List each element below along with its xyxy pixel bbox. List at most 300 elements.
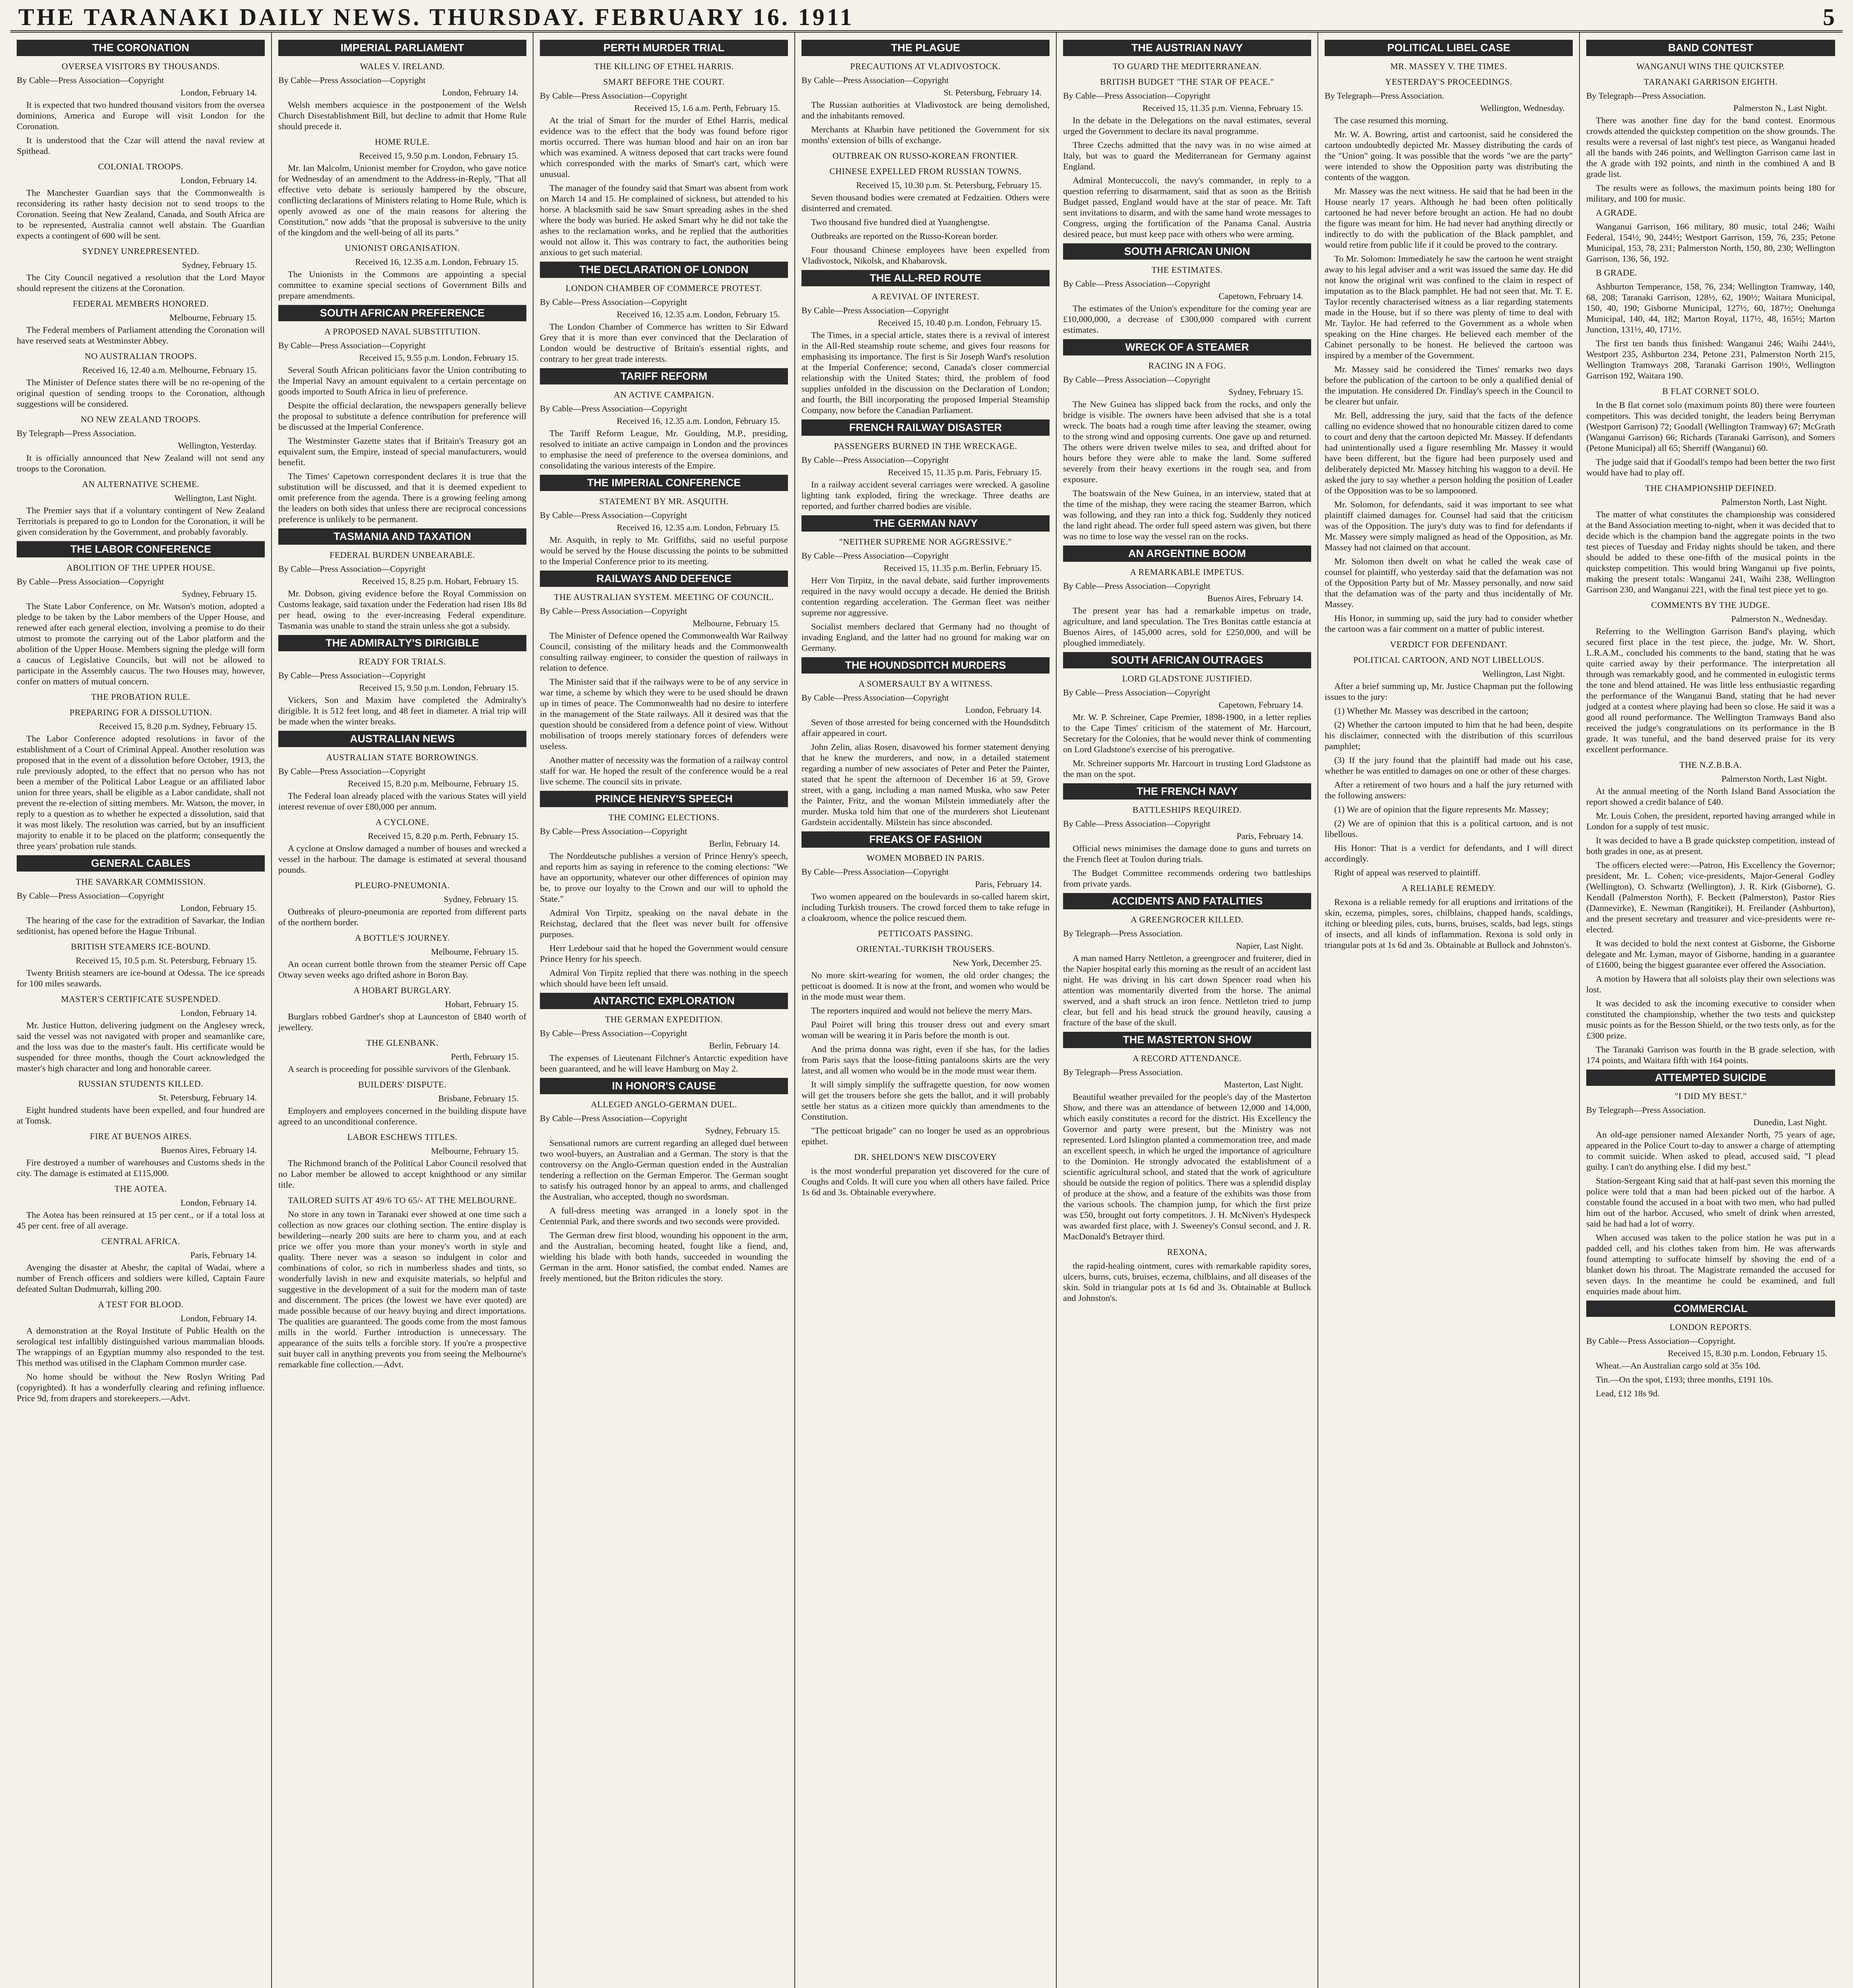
- story-paragraph: B GRADE.: [1596, 268, 1637, 278]
- story-subheading: LORD GLADSTONE JUSTIFIED.: [1122, 674, 1252, 683]
- story-paragraph: Herr Ledebour said that he hoped the Government would censure Prince Henry for his speech.: [540, 943, 788, 964]
- story-dateline: Wellington, Yesterday.: [178, 441, 257, 450]
- story-paragraph: And the prima donna was right, even if she has, for the ladies from Paris says that the loose-fitting pantaloons skirts are the very latest, and all women who would be in the mode must wear them.: [801, 1044, 1050, 1076]
- story-dateline: Received 15, 1.6 a.m. Perth, February 15.: [634, 103, 780, 113]
- story-subheading: MR. MASSEY V. THE TIMES.: [1390, 61, 1507, 71]
- story-paragraph: At the trial of Smart for the murder of Ethel Harris, medical evidence was to the effect that the body was found before rigor mortis occurred. There was human blood and hair on an iron bar which was examined. A witness deposed that cart tracks were found which corresponded with the marks of Smart's cart, which were unusual.: [540, 115, 788, 179]
- story-dateline: Napier, Last Night.: [1236, 941, 1303, 951]
- story-paragraph: Merchants at Kharbin have petitioned the Government for six months' extension of bills of exchange.: [801, 124, 1050, 145]
- story-paragraph: Three Czechs admitted that the navy was in no wise aimed at Italy, but was to guard the Mediterranean for Germany against England.: [1063, 140, 1311, 171]
- story-heading: ATTEMPTED SUICIDE: [1586, 1070, 1835, 1086]
- story-dateline: Received 16, 12.35 a.m. London, February 15.: [355, 257, 518, 267]
- story-dateline: Paris, February 14.: [190, 1250, 257, 1260]
- story-paragraph: Sensational rumors are current regarding an alleged duel between two wool-buyers, an Australian and a German. The story is that the controversy on the Anglo-German question ended in the Australian tendering a reflection on the German Emperor. The German sought to satisfy his outraged honor by an appeal to arms, and challenged the Australian, who accepted, though no swordsman.: [540, 1138, 788, 1202]
- story-heading: ACCIDENTS AND FATALITIES: [1063, 893, 1311, 909]
- story-heading: COMMERCIAL: [1586, 1301, 1835, 1317]
- story-dateline: Hobart, February 15.: [445, 999, 518, 1009]
- story-credit: By Cable—Press Association—Copyright: [17, 577, 164, 586]
- story-subheading: A REVIVAL OF INTEREST.: [871, 291, 980, 301]
- masthead-title: THE TARANAKI DAILY NEWS. THURSDAY. FEBRUARY 16. 1911: [18, 4, 854, 30]
- story-paragraph: Twenty British steamers are ice-bound at Odessa. The ice spreads for 100 miles seawards.: [17, 968, 265, 988]
- story-dateline: Dunedin, Last Night.: [1753, 1117, 1827, 1127]
- story-paragraph: Beautiful weather prevailed for the people's day of the Masterton Show, and there was an attendance of between 12,000 and 14,000, which easily constitutes a record for the district. His Excellency the Governor and party were present, but the Ministry was not represented. Lord Islington planted a commemoration tree, and made an excellent speech, in which he urged the importance of agriculture to the Dominion. He strongly advocated the establishment of a scientific agricultural school, and stated that the work of agriculture should be outside the region of politics. There was a splendid display of produce at the show, and a feature of the exhibits was those from the various schools. The champion jump, for which the first prize was £50, brought out forty competitors. J. H. McNiven's Hydespeck was awarded first place, with J. Sweeney's Consul second, and J. R. MacDonald's Betrayer third.: [1063, 1092, 1311, 1241]
- column-5: [1057, 33, 1318, 1988]
- story-paragraph: Tin.—On the spot, £193; three months, £191 10s.: [1596, 1375, 1773, 1384]
- column-2: [272, 33, 534, 1988]
- story-subheading: "NEITHER SUPREME NOR AGGRESSIVE.": [839, 537, 1012, 547]
- story-subheading: PLEURO-PNEUMONIA.: [355, 880, 450, 890]
- story-subheading: CENTRAL AFRICA.: [101, 1236, 180, 1246]
- story-credit: By Cable—Press Association—Copyright: [1063, 375, 1211, 384]
- masthead: [10, 4, 1843, 33]
- story-paragraph: Admiral Von Tirpitz, speaking on the naval debate in the Reichstag, declared that the fleet was never built for offensive purposes.: [540, 908, 788, 939]
- story-subheading: WANGANUI WINS THE QUICKSTEP.: [1636, 61, 1785, 71]
- story-subheading: PETTICOATS PASSING.: [878, 928, 973, 938]
- story-subheading: COMMENTS BY THE JUDGE.: [1651, 600, 1770, 610]
- story-paragraph: "The petticoat brigade" can no longer be used as an opprobrious epithet.: [801, 1126, 1050, 1146]
- story-paragraph: The Times, in a special article, states there is a revival of interest in the All-Red steamship route scheme, and gives four reasons for emphasising its importance. The first is Sir Joseph Ward's resolution at the Imperial Conference; second, Canada's closer commercial relationship with the United States; third, the problem of food supplies unfolded in the discussion on the Declaration of London; and fourth, the Bill incorporating the proposed Imperial Steamship Company, now before the Canadian Parliament.: [801, 330, 1050, 415]
- story-credit: By Cable—Press Association—Copyright: [540, 297, 687, 307]
- story-subheading: TAILORED SUITS AT 49/6 TO 65/- AT THE MELBOURNE.: [288, 1195, 517, 1205]
- story-subheading: BRITISH STEAMERS ICE-BOUND.: [71, 942, 211, 951]
- story-paragraph: The reporters inquired and would not believe the merry Mars.: [811, 1006, 1032, 1015]
- story-heading: FRENCH RAILWAY DISASTER: [801, 419, 1050, 436]
- story-subheading: A RECORD ATTENDANCE.: [1132, 1053, 1242, 1063]
- story-credit: By Cable—Press Association—Copyright: [801, 305, 949, 315]
- story-subheading: A TEST FOR BLOOD.: [98, 1299, 184, 1309]
- story-credit: By Cable—Press Association—Copyright: [540, 826, 687, 836]
- story-heading: ANTARCTIC EXPLORATION: [540, 993, 788, 1009]
- story-heading: IN HONOR'S CAUSE: [540, 1078, 788, 1094]
- story-subheading: COLONIAL TROOPS.: [98, 161, 184, 171]
- story-paragraph: A man named Harry Nettleton, a greengrocer and fruiterer, died in the Napier hospital early this morning as the result of an accident last night. He was driving in his cart down Spencer road when his attention was momentarily diverted from the horse. The animal swerved, and a shaft struck an iron fence. Nettleton tried to jump clear, but fell and his head struck the ground heavily, causing a fracture of the base of the skull.: [1063, 953, 1311, 1027]
- story-paragraph: In the debate in the Delegations on the naval estimates, several urged the Government to declare its naval programme.: [1063, 115, 1311, 136]
- story-credit: By Telegraph—Press Association.: [1325, 91, 1444, 101]
- story-subheading: THE GERMAN EXPEDITION.: [605, 1014, 723, 1024]
- story-heading: THE IMPERIAL CONFERENCE: [540, 475, 788, 491]
- story-paragraph: The State Labor Conference, on Mr. Watson's motion, adopted a pledge to be taken by the Labor members of the Upper House, and renewed after each general election, involving a promise to do their utmost to promote the carrying out of the Labor platform and the abolition of the Upper House. Members signing the pledge will form a caucus of Legislative Councils, but will not be allowed to participate in the Assembly caucus. The two Houses may, however, confer on matters of mutual concern.: [17, 601, 265, 686]
- column-6: [1318, 33, 1580, 1988]
- story-paragraph: The first ten bands thus finished: Wanganui 246; Waihi 244½, Westport 235, Ashburton 234, Petone 231, Palmerston North 215, Wellington Tramways 208, Taranaki Garrison 190½, Wellington Garrison 192, Waitara 190.: [1586, 338, 1835, 381]
- page-number: 5: [1823, 4, 1835, 30]
- story-paragraph: Official news minimises the damage done to guns and turrets on the French fleet at Toulon during trials.: [1063, 843, 1311, 864]
- story-dateline: Received 15, 8.20 p.m. Perth, February 15.: [368, 831, 518, 841]
- story-paragraph: Wheat.—An Australian cargo sold at 35s 10d.: [1596, 1361, 1761, 1371]
- story-paragraph: Avenging the disaster at Abeshr, the capital of Wadai, where a number of French officers and soldiers were killed, Captain Faure defeated Sultan Dudmurrah, killing 200.: [17, 1262, 265, 1294]
- story-credit: By Cable—Press Association—Copyright: [540, 91, 687, 101]
- story-paragraph: In the B flat cornet solo (maximum points 80) there were fourteen competitors. This was decided tonight, the leaders being Berryman (Westport Garrison) 72; Goodall (Wellington Tramway) 67; McGrath (Wanganui Garrison) 66; Richards (Taranaki Garrison), and Somers (Petone Municipal) all 65; Sherriff (Wanganui) 60.: [1586, 400, 1835, 453]
- story-dateline: Buenos Aires, February 14.: [1207, 593, 1303, 603]
- story-subheading: AN ALTERNATIVE SCHEME.: [82, 479, 200, 489]
- story-paragraph: Ashburton Temperance, 158, 76, 234; Wellington Tramway, 140, 68, 208; Taranaki Garrison, 128½, 62, 190½; Waitara Municipal, 150, 40, 190; Gisborne Municipal, 127½, 60, 187½; Onehunga Municipal, 140, 44, 182; Marton Royal, 117½, 48, 165½; Marton Junction, 131½, 40, 171½.: [1586, 282, 1835, 334]
- story-dateline: Received 16, 12.35 a.m. London, February 15.: [617, 522, 780, 532]
- story-paragraph: (2) Whether the cartoon imputed to him that he had been, despite his disclaimer, connected with the distribution of this scurrilous pamphlet;: [1325, 720, 1573, 751]
- story-subheading: THE N.Z.B.B.A.: [1679, 760, 1742, 770]
- story-dateline: Melbourne, February 15.: [693, 618, 780, 628]
- story-subheading: UNIONIST ORGANISATION.: [345, 243, 460, 253]
- story-paragraph: Herr Von Tirpitz, in the naval debate, said further improvements required in the navy would occupy a decade. He denied the British contention regarding acceleration. The German fleet was neither supreme nor aggressive.: [801, 575, 1050, 617]
- story-paragraph: The Federal members of Parliament attending the Coronation will have reserved seats at Westminster Abbey.: [17, 325, 265, 346]
- story-paragraph: The estimates of the Union's expenditure for the coming year are £10,000,000, a decrease of £300,000 compared with current estimates.: [1063, 303, 1311, 335]
- story-subheading: LONDON CHAMBER OF COMMERCE PROTEST.: [565, 283, 763, 293]
- story-heading: SOUTH AFRICAN UNION: [1063, 243, 1311, 260]
- story-paragraph: Mr. Asquith, in reply to Mr. Griffiths, said no useful purpose would be served by the House discussing the points to be submitted to the Imperial Conference prior to its meeting.: [540, 535, 788, 566]
- story-paragraph: The hearing of the case for the extradition of Savarkar, the Indian seditionist, has opened before the Hague Tribunal.: [17, 915, 265, 936]
- story-paragraph: The City Council negatived a resolution that the Lord Mayor should represent the citizens at the Coronation.: [17, 272, 265, 293]
- story-paragraph: Eight hundred students have been expelled, and four hundred are at Tomsk.: [17, 1105, 265, 1126]
- story-paragraph: Paul Poiret will bring this trouser dress out and every smart woman will be wearing it in Paris before the month is out.: [801, 1019, 1050, 1040]
- story-paragraph: The London Chamber of Commerce has written to Sir Edward Grey that it is more than ever convinced that the Declaration of London would be destructive of Britain's essential rights, and contrary to her great trade interests.: [540, 322, 788, 364]
- story-paragraph: Mr. Massey was the next witness. He said that he had been in the House nearly 17 years. Although he had been often politically cartooned he had never before brought an action. He had no doubt the figure was meant for him. He had never had anything directly or indirectly to do with the publication of the Black pamphlet, and would retire from public life if it could be proved to the contrary.: [1325, 186, 1573, 250]
- story-paragraph: Wanganui Garrison, 166 military, 80 music, total 246; Waihi Federal, 154½, 90, 244½; Westport Garrison, 159, 76, 235; Petone Municipal, 153, 78, 231; Palmerston North, 150, 80, 230; Wellington Garrison, 136, 56, 192.: [1586, 221, 1835, 264]
- story-paragraph: The Russian authorities at Vladivostock are being demolished, and the inhabitants removed.: [801, 100, 1050, 120]
- story-paragraph: The Westminster Gazette states that if Britain's Treasury got an equivalent sum, the Empire, instead of special manufacturers, would benefit.: [278, 436, 526, 467]
- story-credit: By Cable—Press Association—Copyright: [801, 867, 949, 877]
- story-subheading: THE GLENBANK.: [366, 1038, 439, 1048]
- story-heading: IMPERIAL PARLIAMENT: [278, 40, 526, 56]
- story-paragraph: (1) We are of opinion that the figure represents Mr. Massey;: [1334, 804, 1549, 814]
- story-credit: By Cable—Press Association—Copyright: [278, 340, 426, 350]
- story-paragraph: (1) Whether Mr. Massey was described in the cartoon;: [1334, 706, 1529, 716]
- story-dateline: Melbourne, February 15.: [431, 947, 518, 957]
- story-paragraph: It is officially announced that New Zealand will not send any troops to the Coronation.: [17, 453, 265, 474]
- story-heading: SOUTH AFRICAN OUTRAGES: [1063, 652, 1311, 668]
- story-heading: THE FRENCH NAVY: [1063, 783, 1311, 800]
- story-subheading: AN ACTIVE CAMPAIGN.: [613, 390, 714, 400]
- story-subheading: THE SAVARKAR COMMISSION.: [76, 877, 206, 887]
- story-subheading: PASSENGERS BURNED IN THE WRECKAGE.: [834, 441, 1017, 451]
- story-heading: POLITICAL LIBEL CASE: [1325, 40, 1573, 56]
- story-dateline: London, February 14.: [180, 175, 257, 185]
- story-paragraph: the rapid-healing ointment, cures with remarkable rapidity sores, ulcers, burns, cuts, bruises, eczema, chilblains, and all diseases of the skin. Sold in triangular pots at 1s 6d and 3s. Obtainable at Bullock and Johnston's.: [1063, 1261, 1311, 1303]
- story-paragraph: The Manchester Guardian says that the Commonwealth is reconsidering its rather hasty decision not to send troops to the Coronation. Seeing that New Zealand, Canada, and South Africa are to be represented, Australia cannot well abstain. The Guardian expects a contingent of 600 will be sent.: [17, 188, 265, 241]
- columns: [10, 33, 1843, 1988]
- story-paragraph: In a railway accident several carriages were wrecked. A gasoline lighting tank exploded, firing the wreckage. Three deaths are reported, and further charred bodies are visible.: [801, 480, 1050, 511]
- story-credit: By Telegraph—Press Association.: [1586, 1105, 1706, 1115]
- column-4: [795, 33, 1057, 1988]
- story-dateline: Palmerston North, Last Night.: [1721, 497, 1827, 507]
- story-heading: TARIFF REFORM: [540, 368, 788, 384]
- story-heading: BAND CONTEST: [1586, 40, 1835, 56]
- story-dateline: Sydney, February 15.: [705, 1126, 780, 1136]
- story-dateline: London, February 15.: [180, 903, 257, 913]
- story-heading: THE AUSTRIAN NAVY: [1063, 40, 1311, 56]
- story-paragraph: The Tariff Reform League, Mr. Goulding, M.P., presiding, resolved to initiate an active campaign in London and the provinces to emphasise the need of preference to the oversea dominions, and consolidating the various interests of the Empire.: [540, 428, 788, 470]
- story-subheading: ALLEGED ANGLO-GERMAN DUEL.: [590, 1099, 737, 1109]
- story-dateline: Perth, February 15.: [451, 1052, 518, 1062]
- story-dateline: Received 15, 8.20 p.m. Melbourne, February 15.: [348, 779, 518, 788]
- story-dateline: Received 15, 10.5 p.m. St. Petersburg, February 15.: [76, 955, 257, 965]
- story-paragraph: The Unionists in the Commons are appointing a special committee to examine special sections of Government Bills and prepare amendments.: [278, 269, 526, 301]
- story-dateline: Capetown, February 14.: [1219, 700, 1303, 710]
- story-paragraph: (2) We are of opinion that this is a political cartoon, and is not libellous.: [1325, 818, 1573, 839]
- story-paragraph: A cyclone at Onslow damaged a number of houses and wrecked a vessel in the harbour. The damage is estimated at several thousand pounds.: [278, 843, 526, 875]
- story-paragraph: Right of appeal was reserved to plaintiff.: [1334, 868, 1480, 878]
- story-subheading: BRITISH BUDGET "THE STAR OF PEACE.": [1100, 77, 1274, 87]
- story-paragraph: The German drew first blood, wounding his opponent in the arm, and the Australian, becoming heated, fought like a fiend, and, wielding his blade with both hands, succeeded in wounding the German in the arm. Honor satisfied, the combat ended. Names are freely mentioned, but the Briton ridicules the story.: [540, 1230, 788, 1283]
- story-dateline: Paris, February 14.: [1236, 831, 1303, 841]
- story-paragraph: Mr. W. P. Schreiner, Cape Premier, 1898-1900, in a letter replies to the Cape Times' criticism of the statement of Mr. Harcourt, Secretary for the Colonies, that he would never think of commenting on Lord Gladstone's exercise of his prerogative.: [1063, 712, 1311, 754]
- story-paragraph: The New Guinea has slipped back from the rocks, and only the bridge is visible. The owners have been advised that she is a total wreck. The boats had a rough time after leaving the steamer, owing to the strong wind and opposing currents. One gave up and returned. The others were driven twelve miles to sea, and drifted about for hours before they were able to make the land. Some suffered severely from their heavy exertions in the rough sea, and from exposure.: [1063, 399, 1311, 484]
- story-paragraph: Despite the official declaration, the newspapers generally believe the proposal to substitute a defence contribution for preference will be discussed at the Imperial Conference.: [278, 400, 526, 432]
- story-dateline: Received 15, 11.35 p.m. Paris, February 15.: [888, 467, 1042, 477]
- story-dateline: Capetown, February 14.: [1219, 291, 1303, 301]
- story-credit: By Cable—Press Association—Copyright: [1063, 581, 1211, 591]
- story-paragraph: After a brief summing up, Mr. Justice Chapman put the following issues to the jury:: [1325, 681, 1573, 702]
- story-paragraph: A search is proceeding for possible survivors of the Glenbank.: [288, 1064, 511, 1074]
- column-3: [534, 33, 795, 1988]
- story-heading: PERTH MURDER TRIAL: [540, 40, 788, 56]
- story-paragraph: Mr. Bell, addressing the jury, said that the facts of the defence calling no evidence showed that no honourable citizen dared to come to court and deny that the cartoon depicted Mr. Massey. If defendants had unintentionally used a figure resembling Mr. Massey it would have been different, but the figure had been purposely used and deliberately depicted Mr. Massey hitching his waggon to a devil. He asked the jury to say whether a person holding the position of Leader of the Opposition was to be so lampooned.: [1325, 410, 1573, 495]
- story-paragraph: Rexona is a reliable remedy for all eruptions and irritations of the skin, eczema, pimples, sores, chilblains, chapped hands, scaldings, itching or bleeding piles, cuts, burns, bruises, scalds, bad legs, stings of insects, and all kinds of inflammation. Rexona is sold only in triangular pots at 1s 6d and 3s. Obtainable at Bullock and Johnston's.: [1325, 897, 1573, 950]
- story-dateline: Received 16, 12.35 a.m. London, February 15.: [617, 416, 780, 426]
- story-paragraph: (3) If the jury found that the plaintiff had made out his case, whether he was entitled to damages on one or other of these charges.: [1325, 755, 1573, 776]
- story-subheading: SYDNEY UNREPRESENTED.: [82, 246, 200, 256]
- story-subheading: LONDON REPORTS.: [1669, 1322, 1752, 1332]
- story-credit: By Cable—Press Association—Copyright: [17, 75, 164, 85]
- story-subheading: VERDICT FOR DEFENDANT.: [1390, 639, 1508, 649]
- story-subheading: AUSTRALIAN STATE BORROWINGS.: [326, 752, 479, 762]
- story-credit: By Cable—Press Association—Copyright: [1063, 687, 1211, 697]
- story-dateline: Berlin, February 14.: [709, 839, 780, 848]
- story-subheading: "I DID MY BEST.": [1674, 1091, 1747, 1101]
- story-paragraph: Vickers, Son and Maxim have completed the Admiralty's dirigible. It is 512 feet long, and 48 feet in diameter. A trial trip will be made when the winter breaks.: [278, 695, 526, 726]
- story-subheading: THE KILLING OF ETHEL HARRIS.: [594, 61, 734, 71]
- story-paragraph: An old-age pensioner named Alexander North, 75 years of age, appeared in the Police Court to-day to answer a charge of attempting to commit suicide. When asked to plead, accused said, "I plead guilty. I can't do anything else. I did my best.": [1586, 1130, 1835, 1172]
- story-dateline: Sydney, February 15.: [182, 260, 257, 270]
- story-dateline: London, February 14.: [180, 1008, 257, 1018]
- story-credit: By Cable—Press Association—Copyright: [278, 670, 426, 680]
- story-heading: AN ARGENTINE BOOM: [1063, 546, 1311, 562]
- story-dateline: Wellington, Last Night.: [174, 493, 257, 503]
- story-paragraph: The Richmond branch of the Political Labor Council resolved that no Labor member be allowed to accept knighthood or any similar title.: [278, 1158, 526, 1190]
- story-paragraph: Employers and employees concerned in the building dispute have agreed to an unconditional conference.: [278, 1106, 526, 1126]
- story-paragraph: The judge said that if Goodall's tempo had been better the two first would have had to play off.: [1586, 457, 1835, 478]
- story-subheading: THE PROBATION RULE.: [91, 692, 190, 702]
- story-credit: By Cable—Press Association—Copyright: [540, 1113, 687, 1123]
- story-dateline: Buenos Aires, February 14.: [161, 1145, 257, 1155]
- story-subheading: A CYCLONE.: [375, 817, 429, 827]
- story-heading: THE GERMAN NAVY: [801, 515, 1050, 532]
- story-paragraph: Mr. Dobson, giving evidence before the Royal Commission on Customs leakage, said taxation under the Federation had risen 18s 8d per head, owing to the ever-increasing Federal expenditure. Tasmania was unable to stand the strain unless she got a subsidy.: [278, 588, 526, 631]
- story-paragraph: The Minister of Defence opened the Commonwealth War Railway Council, consisting of the military heads and the Commonwealth consulting railway engineer, to consider the question of railways in relation to defence.: [540, 631, 788, 673]
- story-subheading: WALES V. IRELAND.: [360, 61, 445, 71]
- story-paragraph: The Federal loan already placed with the various States will yield interest revenue of over £80,000 per annum.: [278, 791, 526, 812]
- story-paragraph: It was decided to ask the incoming executive to consider when constituted the championship, whether the two tests and quickstep music points as for the Besson Shield, or the two tests only, as for the £300 prize.: [1586, 998, 1835, 1041]
- story-paragraph: Referring to the Wellington Garrison Band's playing, which secured first place in the test piece, the judge, Mr. W. Short, L.R.A.M., concluded his comments to the band, stating that he was quite carried away by their performance. The interpretation all through was remarkably good, and he commented in eulogistic terms the tone and blend attained. He was little less enthusiastic regarding the performance of the Wanganui Band, stating that he had never judged at a contest where playing had been so close. He said it was a good all round performance. The Wellington Tramways Band also received the judge's congratulations on its performance in the B grade. It was tuneful, and the band deserved praise for its very excellent performance.: [1586, 626, 1835, 754]
- story-paragraph: Seven thousand bodies were cremated at Fedzaitien. Others were disinterred and cremated.: [801, 192, 1050, 213]
- story-paragraph: His Honor: That is a verdict for defendants, and I will direct accordingly.: [1325, 843, 1573, 864]
- story-subheading: READY FOR TRIALS.: [359, 656, 446, 666]
- story-paragraph: It was decided to have a B grade quickstep competition, instead of both grades in one, as at present.: [1586, 835, 1835, 856]
- story-paragraph: Socialist members declared that Germany had no thought of invading England, and the latter had no ground for making war on Germany.: [801, 621, 1050, 653]
- story-dateline: Received 15, 11.35 p.m. Berlin, February 15.: [883, 563, 1042, 573]
- story-paragraph: No home should be without the New Roslyn Writing Pad (copyrighted). It has a wonderfully clearing and refining influence. Price 9d, from drapers and storekeepers.—Advt.: [17, 1372, 265, 1403]
- story-credit: By Cable—Press Association—Copyright: [801, 693, 949, 703]
- story-credit: By Cable—Press Association—Copyright: [278, 766, 426, 776]
- story-paragraph: Mr. Solomon, for defendants, said it was important to see what plaintiff claimed damages for. Counsel had said that the criticism was of the Opposition. The jury's duty was to find for defendants if Mr. Massey were simply maligned as head of the Opposition, as Mr. Massey had not claimed on that account.: [1325, 499, 1573, 552]
- story-paragraph: Mr. Ian Malcolm, Unionist member for Croydon, who gave notice for Wednesday of an amendment to the Address-in-Reply, "That all effective veto debate is seriously hampered by the obscure, conflicting declarations of Ministers relating to Home Rule, which is openly avowed as one of the main reasons for altering the Constitution," now adds "that the proposal is subversive to the unity of the kingdom and the well-being of all its parts.": [278, 163, 526, 237]
- story-heading: GENERAL CABLES: [17, 855, 265, 872]
- story-dateline: London, February 14.: [180, 87, 257, 97]
- story-paragraph: An ocean current bottle thrown from the steamer Persic off Cape Otway seven weeks ago drifted ashore in Boron Bay.: [278, 959, 526, 980]
- story-dateline: Palmerston N., Last Night.: [1733, 103, 1827, 113]
- story-dateline: Received 15, 8.30 p.m. London, February 15.: [1668, 1348, 1827, 1358]
- story-paragraph: Several South African politicians favor the Union contributing to the Imperial Navy an amount equivalent to a certain percentage on goods imported to South Africa in lieu of preference.: [278, 365, 526, 396]
- story-paragraph: The Budget Committee recommends ordering two battleships from private yards.: [1063, 868, 1311, 889]
- story-paragraph: Fire destroyed a number of warehouses and Customs sheds in the city. The damage is estimated at £115,000.: [17, 1157, 265, 1178]
- story-credit: By Telegraph—Press Association.: [1063, 928, 1183, 938]
- story-dateline: St. Petersburg, February 14.: [159, 1093, 257, 1103]
- story-paragraph: Mr. Louis Cohen, the president, reported having arranged while in London for a supply of test music.: [1586, 811, 1835, 831]
- story-heading: THE MASTERTON SHOW: [1063, 1032, 1311, 1048]
- story-dateline: Received 15, 9.50 p.m. London, February 15.: [359, 683, 518, 693]
- story-dateline: Received 15, 11.35 p.m. Vienna, February 15.: [1142, 103, 1303, 113]
- story-dateline: Received 15, 10.30 p.m. St. Petersburg, February 15.: [856, 180, 1042, 190]
- story-paragraph: Burglars robbed Gardner's shop at Launceston of £840 worth of jewellery.: [278, 1011, 526, 1032]
- story-subheading: B FLAT CORNET SOLO.: [1662, 386, 1759, 396]
- story-paragraph: His Honor, in summing up, said the jury had to consider whether the cartoon was a fair comment on a matter of public interest.: [1325, 613, 1573, 634]
- story-credit: By Cable—Press Association—Copyright: [278, 564, 426, 574]
- column-7: [1580, 33, 1841, 1988]
- story-credit: By Telegraph—Press Association.: [17, 428, 136, 438]
- story-paragraph: It will simply simplify the suffragette question, for now women will get the trousers before she gets the ballot, and it will probably settle her status as a citizen more quickly than amendments to the Constitution.: [801, 1079, 1050, 1122]
- story-heading: FREAKS OF FASHION: [801, 831, 1050, 848]
- story-paragraph: The expenses of Lieutenant Filchner's Antarctic expedition have been guaranteed, and he will leave Hamburg on May 2.: [540, 1053, 788, 1074]
- story-paragraph: After a retirement of two hours and a half the jury returned with the following answers:: [1325, 780, 1573, 800]
- story-paragraph: Seven of those arrested for being concerned with the Houndsditch affair appeared in court.: [801, 717, 1050, 738]
- story-credit: By Cable—Press Association—Copyright: [801, 551, 949, 561]
- story-subheading: A REMARKABLE IMPETUS.: [1130, 567, 1244, 577]
- story-subheading: TARANAKI GARRISON EIGHTH.: [1643, 77, 1778, 87]
- story-subheading: THE AUSTRALIAN SYSTEM. MEETING OF COUNCIL.: [554, 592, 774, 602]
- story-subheading: WOMEN MOBBED IN PARIS.: [866, 853, 985, 863]
- story-subheading: A SOMERSAULT BY A WITNESS.: [858, 679, 993, 689]
- story-paragraph: Admiral Montecuccoli, the navy's commander, in reply to a question referring to disarmament, said that as soon as the British Budget passed, England would have at the star of peace. Mr. Taft sent invitations to disarm, and with the same hand wrote messages to Congress, urging the fortification of the Panama Canal. Austria desired peace, but must keep pace with others who were arming.: [1063, 175, 1311, 239]
- story-dateline: London, February 14.: [180, 1313, 257, 1323]
- story-dateline: Wellington, Last Night.: [1482, 669, 1565, 679]
- story-paragraph: Welsh members acquiesce in the postponement of the Welsh Church Disestablishment Bill, but decline to admit that Home Rule should precede it.: [278, 100, 526, 131]
- story-subheading: SMART BEFORE THE COURT.: [603, 77, 725, 87]
- story-paragraph: Another matter of necessity was the formation of a railway control staff for war. He hoped the result of the conference would be a real live scheme. The council sits in private.: [540, 755, 788, 786]
- story-paragraph: It is expected that two hundred thousand visitors from the oversea dominions, America and Europe will visit London for the Coronation.: [17, 100, 265, 131]
- story-paragraph: At the annual meeting of the North Island Band Association the report showed a credit balance of £40.: [1586, 786, 1835, 807]
- story-heading: TASMANIA AND TAXATION: [278, 528, 526, 545]
- story-subheading: NO NEW ZEALAND TROOPS.: [80, 414, 201, 424]
- story-subheading: CHINESE EXPELLED FROM RUSSIAN TOWNS.: [829, 166, 1022, 176]
- story-subheading: A HOBART BURGLARY.: [353, 985, 451, 995]
- story-dateline: Paris, February 14.: [975, 879, 1042, 889]
- story-subheading: BUILDERS' DISPUTE.: [358, 1079, 446, 1089]
- story-paragraph: The Norddeutsche publishes a version of Prince Henry's speech, and reports him as saying in reference to the coming elections: "We have an opportunity, whatever our other differences of opinion may be, to prove our loyalty to the Crown and our will to uphold the State.": [540, 851, 788, 904]
- story-heading: THE CORONATION: [17, 40, 265, 56]
- story-subheading: FEDERAL MEMBERS HONORED.: [73, 299, 209, 309]
- story-subheading: PRECAUTIONS AT VLADIVOSTOCK.: [850, 61, 1001, 71]
- story-heading: SOUTH AFRICAN PREFERENCE: [278, 305, 526, 321]
- story-paragraph: Outbreaks of pleuro-pneumonia are reported from different parts of the northern border.: [278, 907, 526, 927]
- story-subheading: OUTBREAK ON RUSSO-KOREAN FRONTIER.: [832, 151, 1019, 161]
- story-paragraph: Mr. W. A. Bowring, artist and cartoonist, said he considered the cartoon undoubtedly depicted Mr. Massey distributing the cards of the "Union" going. It was possible that the words "we are the party" were intended to show the Opposition party was distributing the contents of the waggon.: [1325, 129, 1573, 182]
- story-subheading: POLITICAL CARTOON, AND NOT LIBELLOUS.: [1353, 655, 1544, 665]
- story-paragraph: It was decided to hold the next contest at Gisborne, the Gisborne delegate and Mr. Lyman, mayor of Gisborne, handing in a guarantee of £1600, being the biggest guarantee ever offered the Association.: [1586, 938, 1835, 970]
- story-paragraph: The Premier says that if a voluntary contingent of New Zealand Territorials is prepared to go to London for the Coronation, it will be given consideration by the Government, and probably favorably.: [17, 505, 265, 537]
- story-subheading: MASTER'S CERTIFICATE SUSPENDED.: [61, 994, 221, 1004]
- story-credit: By Cable—Press Association—Copyright: [540, 606, 687, 616]
- story-subheading: FIRE AT BUENOS AIRES.: [90, 1131, 192, 1141]
- story-subheading: A RELIABLE REMEDY.: [1401, 883, 1496, 893]
- story-subheading: HOME RULE.: [374, 137, 430, 147]
- story-dateline: Berlin, February 14.: [709, 1041, 780, 1050]
- story-dateline: Received 16, 12.35 a.m. London, February 15.: [617, 309, 780, 319]
- story-paragraph: A full-dress meeting was arranged in a lonely spot in the Centennial Park, and there swords and two seconds were provided.: [540, 1206, 788, 1226]
- story-subheading: OVERSEA VISITORS BY THOUSANDS.: [61, 61, 220, 71]
- story-paragraph: The case resumed this morning.: [1334, 115, 1448, 125]
- story-paragraph: Admiral Von Tirpitz replied that there was nothing in the speech which should have been left unsaid.: [540, 968, 788, 988]
- story-subheading: A BOTTLE'S JOURNEY.: [355, 933, 450, 943]
- story-paragraph: The present year has had a remarkable impetus on trade, agriculture, and land speculation. The Tres Bonitas cattle estancia at Buenos Aires, of 145,000 acres, sold for £250,000, and will be ploughed immediately.: [1063, 606, 1311, 648]
- story-paragraph: The results were as follows, the maximum points being 180 for military, and 100 for music.: [1586, 183, 1835, 204]
- story-paragraph: The Labor Conference adopted resolutions in favor of the establishment of a Court of Criminal Appeal. Another resolution was proposed that in the event of a dissolution before October, 1913, the rule previously adopted, to the effect that no person who has not been a member of the Political Labor League or an affiliated labor union for three years, shall be eligible as a Labor candidate, shall not prevent the re-election of sitting members. Mr. Watson, the mover, in reply to a question as to whether he expected a dissolution, said that it was most likely. The resolution was carried, but by an insufficient majority to enable it to be placed on the platform; consequently the three years' probation rule stands.: [17, 734, 265, 851]
- story-subheading: LABOR ESCHEWS TITLES.: [347, 1132, 458, 1142]
- story-credit: By Cable—Press Association—Copyright: [540, 404, 687, 414]
- story-paragraph: It is understood that the Czar will attend the naval review at Spithead.: [17, 135, 265, 156]
- story-paragraph: The Minister of Defence states there will be no re-opening of the original question of sending troops to the Coronation, although suggestions will be considered.: [17, 377, 265, 409]
- story-paragraph: Outbreaks are reported on the Russo-Korean border.: [811, 231, 998, 241]
- story-subheading: ABOLITION OF THE UPPER HOUSE.: [66, 563, 215, 573]
- story-subheading: DR. SHELDON'S NEW DISCOVERY: [854, 1152, 997, 1162]
- story-dateline: Melbourne, February 15.: [431, 1146, 518, 1156]
- story-subheading: NO AUSTRALIAN TROOPS.: [84, 351, 197, 361]
- story-dateline: Received 15, 9.50 p.m. London, February 15.: [359, 151, 518, 161]
- story-subheading: THE ESTIMATES.: [1151, 265, 1223, 275]
- story-paragraph: No store in any town in Taranaki ever showed at one time such a collection as now graces our clothing section. The entire display is bewildering—nearly 200 suits are here to charm you, and at each price we offer you more than your money's worth in style and quality. There never was a season so indulgent in color and combinations of color, so rich in numberless shades and tints, so wonderfully lavish in new and exquisite materials, so helpful and suggestive in the development of a suit for the modern man of taste and discernment. The prices (the lowest we have ever quoted) are made possible because of our heavy buying and direct importations. The qualities are guaranteed. The goods come from the most famous mills in the world. Further introduction is unnecessary. The appearance of the suits tells a forcible story. If you're a prospective suit buyer call in anything prevents you from seeing the Melbourne's remarkable fine collection.—Advt.: [278, 1209, 526, 1369]
- story-credit: By Cable—Press Association—Copyright: [1063, 819, 1211, 829]
- story-credit: By Telegraph—Press Association.: [1063, 1067, 1183, 1077]
- story-heading: THE DECLARATION OF LONDON: [540, 262, 788, 278]
- story-heading: AUSTRALIAN NEWS: [278, 731, 526, 747]
- story-dateline: London, February 14.: [442, 87, 518, 97]
- story-heading: THE LABOR CONFERENCE: [17, 541, 265, 557]
- story-paragraph: The Times' Capetown correspondent declares it is true that the substitution will be discussed, and that it is deemed expedient to omit preference from the agenda. There is a growing feeling among the leaders on both sides that unless there are reciprocal concessions preference is unlikely to be permanent.: [278, 471, 526, 524]
- story-subheading: REXONA,: [1167, 1247, 1207, 1257]
- story-subheading: TO GUARD THE MEDITERRANEAN.: [1112, 61, 1262, 71]
- story-subheading: A GREENGROCER KILLED.: [1131, 914, 1244, 924]
- story-paragraph: Mr. Schreiner supports Mr. Harcourt in trusting Lord Gladstone as the man on the spot.: [1063, 758, 1311, 779]
- story-subheading: THE AOTEA.: [114, 1184, 167, 1194]
- story-dateline: Wellington, Wednesday.: [1480, 103, 1565, 113]
- story-subheading: THE COMING ELECTIONS.: [608, 812, 720, 822]
- story-credit: By Cable—Press Association—Copyright.: [1586, 1336, 1736, 1346]
- story-dateline: Palmerston N., Wednesday.: [1731, 614, 1827, 624]
- story-paragraph: The Aotea has been reinsured at 15 per cent., or if a total loss at 45 per cent. free of all average.: [17, 1210, 265, 1231]
- story-paragraph: Two women appeared on the boulevards in so-called harem skirt, including Turkish trousers. The crowd forced them to take refuge in a cloakroom, whence the police rescued them.: [801, 891, 1050, 923]
- story-paragraph: The matter of what constitutes the championship was considered at the Band Association meeting to-night, when it was decided that to decide which is the champion band the aggregate points in the two test pieces of Tuesday and Friday nights should be taken, and there should be added to these one-fifth of the musical points in the quickstep competition. This would bring Wanganui up five points, making the present totals: Wanganui 241, Waihi 238, Wellington Garrison 230, and Wanganui 221, with the final test piece yet to go.: [1586, 509, 1835, 594]
- story-credit: By Cable—Press Association—Copyright: [1063, 91, 1211, 101]
- story-credit: By Cable—Press Association—Copyright: [540, 1028, 687, 1038]
- story-subheading: A PROPOSED NAVAL SUBSTITUTION.: [324, 326, 481, 336]
- story-dateline: Melbourne, February 15.: [169, 313, 257, 322]
- story-credit: By Telegraph—Press Association.: [1586, 91, 1706, 101]
- story-subheading: PREPARING FOR A DISSOLUTION.: [70, 707, 212, 717]
- story-paragraph: Mr. Massey said he considered the Times' remarks two days before the publication of the cartoon to be only a qualified denial of the imputation. He considered Dr. Findlay's speech in the Council to be clearer but unfair.: [1325, 364, 1573, 406]
- story-dateline: Received 15, 8.20 p.m. Sydney, February 15.: [99, 721, 257, 731]
- story-subheading: STATEMENT BY MR. ASQUITH.: [599, 496, 729, 506]
- story-subheading: THE CHAMPIONSHIP DEFINED.: [1645, 483, 1777, 493]
- story-heading: PRINCE HENRY'S SPEECH: [540, 791, 788, 807]
- story-dateline: Received 15, 9.55 p.m. London, February 15.: [359, 353, 518, 363]
- story-paragraph: Station-Sergeant King said that at half-past seven this morning the police were told that a man had been picked out of the harbor. A constable found the accused in a boat with two men, who had pulled him out of the harbor. Accused, who smelt of drink when arrested, said he had had a lot of worry.: [1586, 1176, 1835, 1229]
- story-dateline: Received 16, 12.40 a.m. Melbourne, February 15.: [82, 365, 257, 375]
